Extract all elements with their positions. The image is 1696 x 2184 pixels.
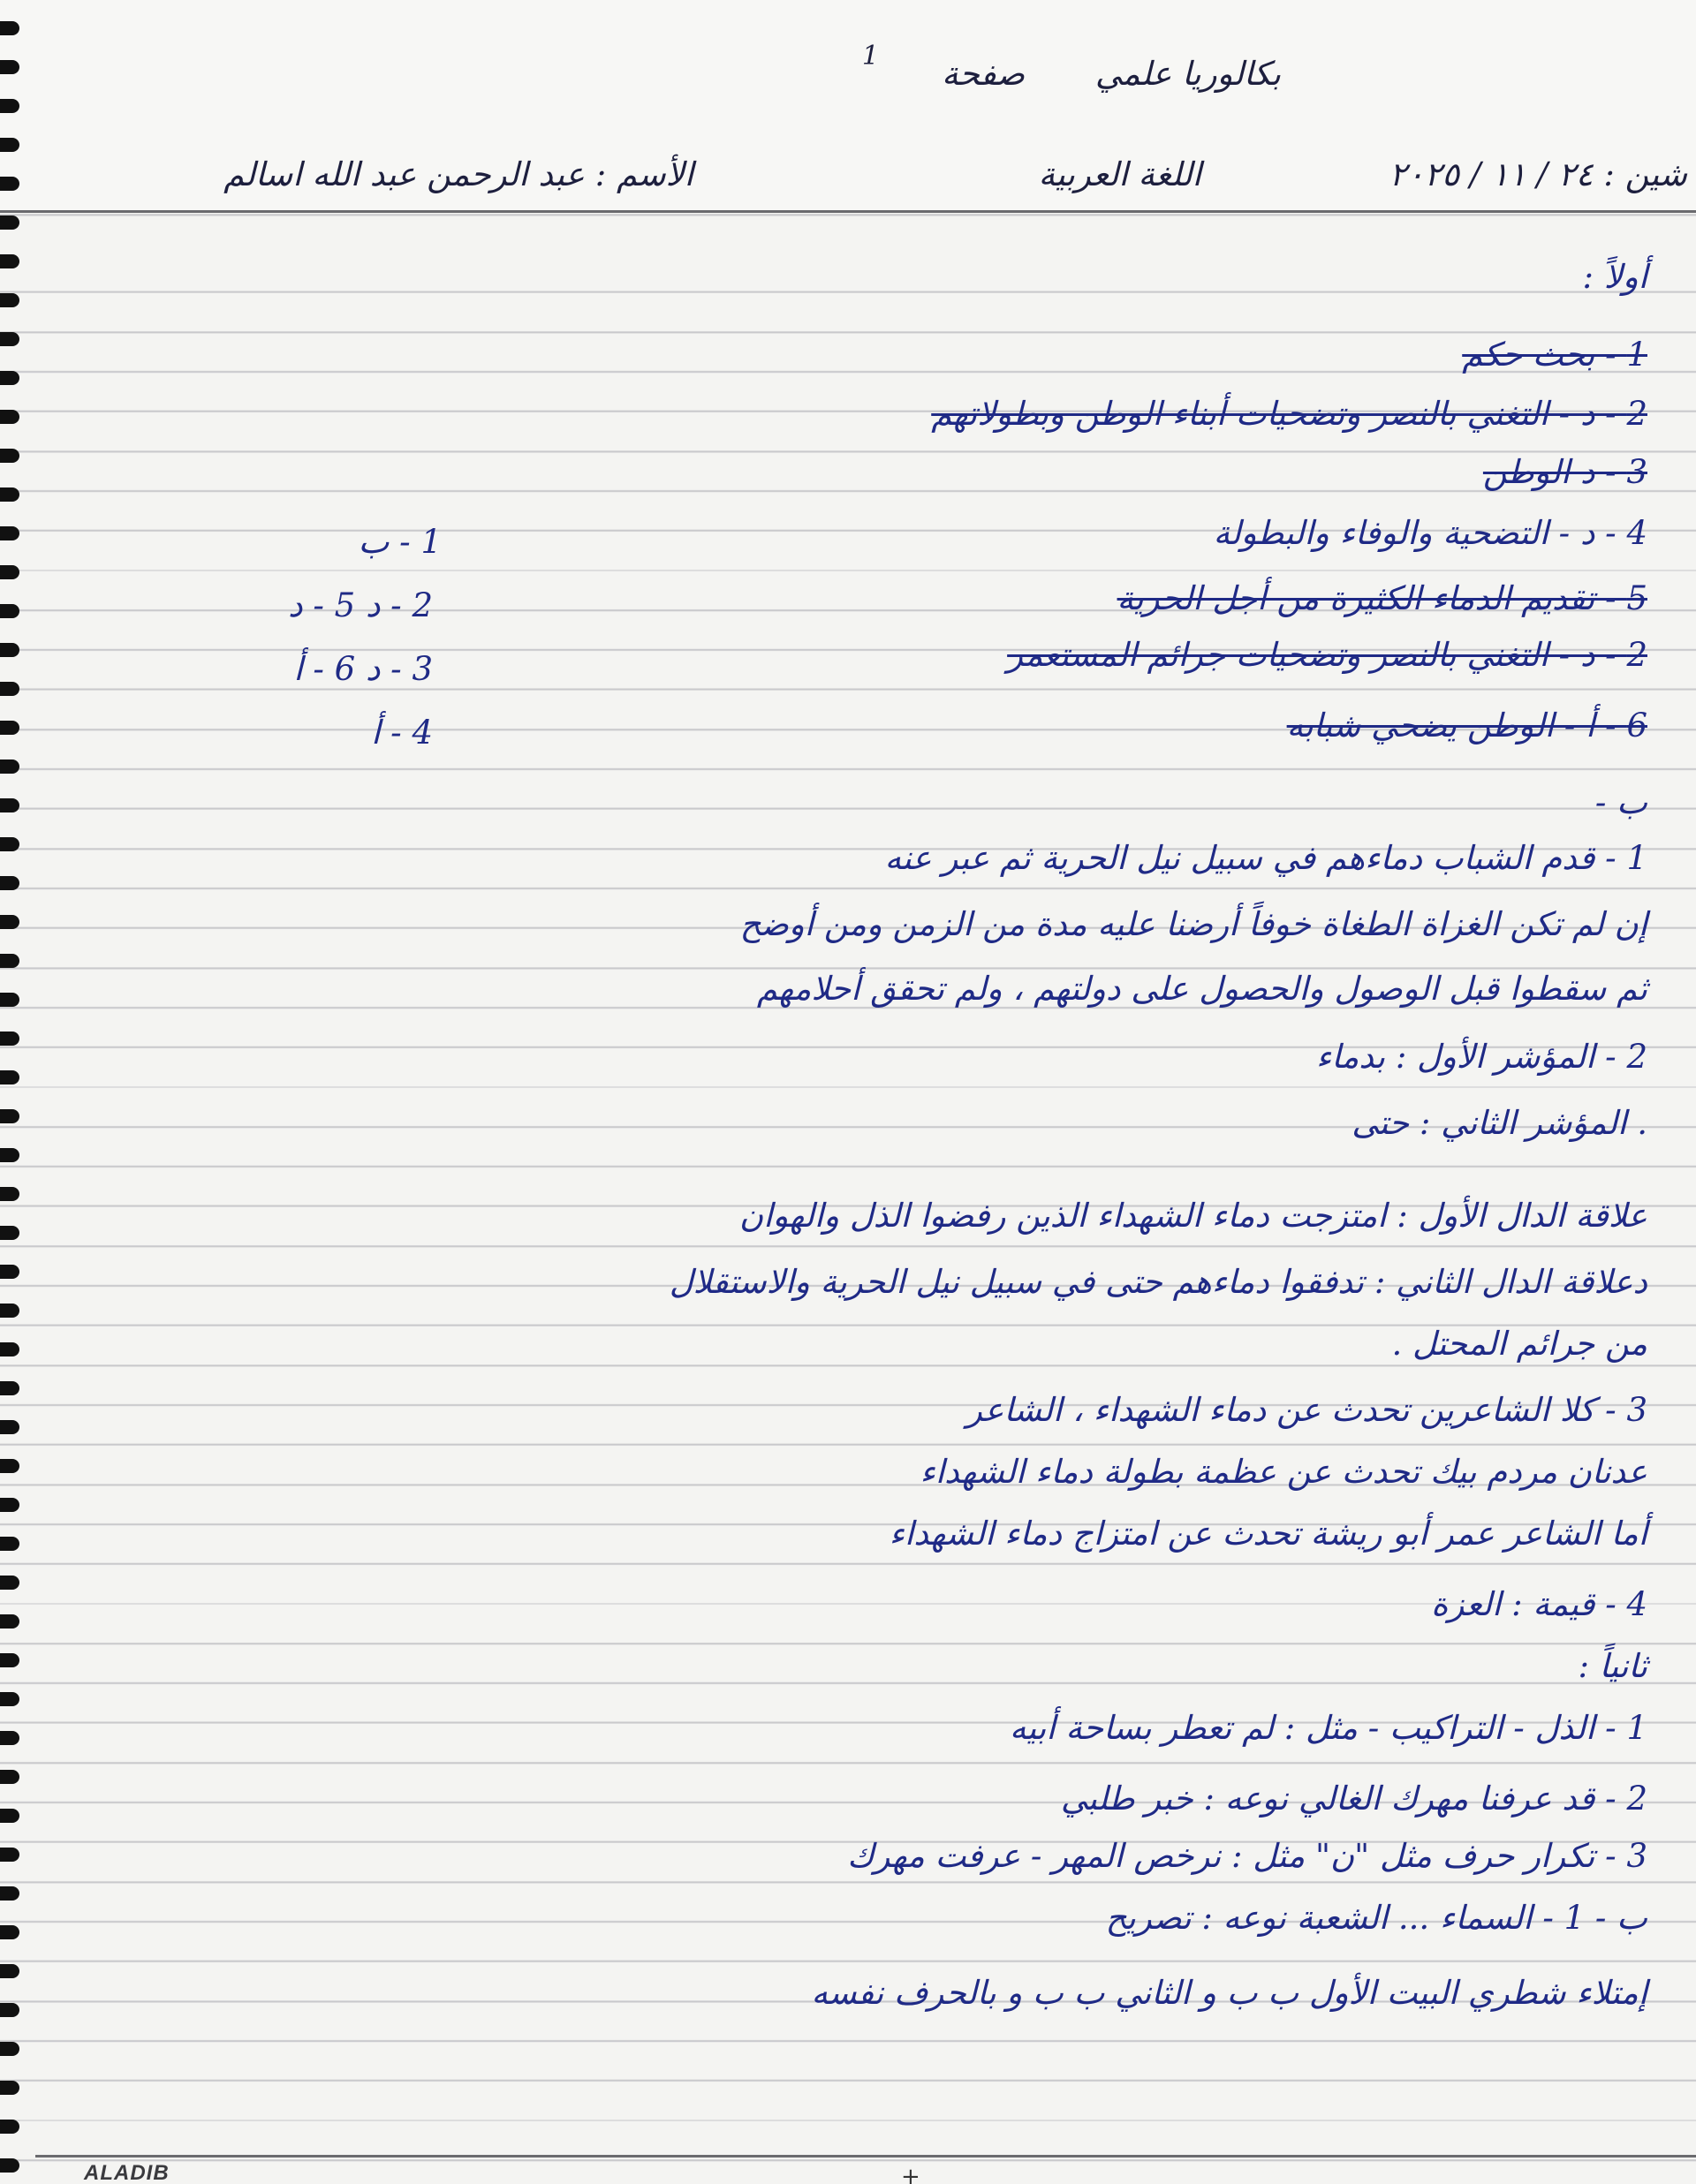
spiral-hole: [0, 1614, 19, 1629]
spiral-hole: [0, 682, 19, 696]
answer-line: 1 - قدم الشباب دماءهم في سبيل نيل الحرية ثم عبر عنه: [884, 839, 1647, 877]
spiral-hole: [0, 1498, 19, 1512]
answer-line: ثانياً :: [1578, 1647, 1647, 1685]
answer-line: . المؤشر الثاني : حتى: [1352, 1104, 1647, 1142]
spiral-hole: [0, 1420, 19, 1434]
spiral-hole: [0, 643, 19, 657]
spiral-hole: [0, 1731, 19, 1745]
spiral-hole: [0, 2120, 19, 2134]
spiral-hole: [0, 99, 19, 113]
page-number: 1: [861, 41, 879, 72]
answer-line: 3 - كلا الشاعرين تحدث عن دماء الشهداء ، الشاعر: [965, 1391, 1647, 1429]
spiral-hole: [0, 215, 19, 230]
spiral-hole: [0, 798, 19, 812]
spiral-hole: [0, 1925, 19, 1939]
answer-line: ب -: [1594, 783, 1647, 821]
spiral-hole: [0, 2042, 19, 2056]
answer-line: 1 - بحث حكم: [1462, 336, 1647, 374]
spiral-hole: [0, 60, 19, 74]
header-name: الأسم : عبد الرحمن عبد الله اسالم: [223, 155, 693, 193]
spiral-hole: [0, 759, 19, 774]
spiral-hole: [0, 2158, 19, 2173]
spiral-hole: [0, 1576, 19, 1590]
spiral-hole: [0, 2081, 19, 2095]
spiral-hole: [0, 954, 19, 968]
brand-logo: ALADIB: [84, 2161, 170, 2184]
answer-line: 1 - الذل - التراكيب - مثل : لم تعطر بساحة أبيه: [1010, 1709, 1647, 1747]
spiral-hole: [0, 1032, 19, 1046]
spiral-hole: [0, 915, 19, 929]
spiral-hole: [0, 1653, 19, 1667]
answer-line: 2 - المؤشر الأول : بدماء: [1315, 1038, 1647, 1076]
spiral-hole: [0, 1226, 19, 1240]
spiral-hole: [0, 1964, 19, 1978]
spiral-hole: [0, 254, 19, 268]
spiral-binding: [0, 0, 21, 2184]
answer-line: إمتلاء شطري البيت الأول ب ب و الثاني ب ب و بالحرف نفسه: [811, 1974, 1647, 2012]
answer-line: 6 - أ - الوطن يضحي شبابه: [1286, 707, 1647, 744]
spiral-hole: [0, 1265, 19, 1279]
spiral-hole: [0, 1187, 19, 1201]
side-answer: 4 - أ: [371, 714, 433, 752]
spiral-hole: [0, 138, 19, 152]
answer-line: 3 - تكرار حرف مثل "ن" مثل : نرخص المهر - عرفت مهرك: [847, 1837, 1647, 1875]
answer-line: أولاً :: [1582, 258, 1647, 296]
answer-line: 4 - د - التضحية والوفاء والبطولة: [1213, 514, 1647, 552]
spiral-hole: [0, 1381, 19, 1395]
spiral-hole: [0, 1109, 19, 1123]
spiral-hole: [0, 177, 19, 191]
header-date: شين : ٢٤ / ١١ / ٢٠٢٥: [1389, 155, 1687, 193]
spiral-hole: [0, 1848, 19, 1862]
answer-line: من جرائم المحتل .: [1391, 1325, 1647, 1363]
spiral-hole: [0, 993, 19, 1007]
answer-line: أما الشاعر عمر أبو ريشة تحدث عن امتزاج دماء الشهداء: [889, 1515, 1647, 1553]
spiral-hole: [0, 1342, 19, 1356]
answer-line: ب - 1 - السماء ... الشعبة نوعه : تصريح: [1105, 1899, 1647, 1937]
spiral-hole: [0, 293, 19, 307]
answer-line: 2 - د - التغني بالنصر وتضحيات جرائم المستعمر: [1007, 636, 1647, 674]
bottom-rule: [35, 2155, 1696, 2158]
answer-line: دعلاقة الدال الثاني : تدفقوا دماءهم حتى في سبيل نيل الحرية والاستقلال: [669, 1263, 1647, 1301]
spiral-hole: [0, 1692, 19, 1706]
spiral-hole: [0, 526, 19, 540]
spiral-hole: [0, 1770, 19, 1784]
spiral-hole: [0, 449, 19, 463]
spiral-hole: [0, 604, 19, 618]
side-answer: 3 - د 6 - أ: [293, 650, 433, 688]
spiral-hole: [0, 565, 19, 579]
header-subject: اللغة العربية: [1038, 155, 1201, 193]
answer-line: إن لم تكن الغزاة الطغاة خوفاً أرضنا عليه مدة من الزمن ومن أوضح: [739, 905, 1647, 943]
bottom-mark: +: [901, 2164, 920, 2184]
spiral-hole: [0, 487, 19, 502]
spiral-hole: [0, 332, 19, 346]
side-answer: 2 - د 5 - د: [288, 586, 433, 624]
answer-line: عدنان مردم بيك تحدث عن عظمة بطولة دماء الشهداء: [920, 1453, 1647, 1491]
page-label: صفحة: [942, 55, 1025, 93]
answer-line: 3 - د الوطن: [1482, 453, 1647, 491]
answer-line: ثم سقطوا قبل الوصول والحصول على دولتهم ، ولم تحقق أحلامهم: [756, 970, 1647, 1008]
spiral-hole: [0, 876, 19, 890]
spiral-hole: [0, 1886, 19, 1901]
top-rule: [0, 210, 1696, 213]
spiral-hole: [0, 21, 19, 35]
answer-line: علاقة الدال الأول : امتزجت دماء الشهداء الذين رفضوا الذل والهوان: [739, 1197, 1647, 1235]
answer-line: 4 - قيمة : العزة: [1431, 1585, 1647, 1623]
spiral-hole: [0, 1809, 19, 1823]
spiral-hole: [0, 1304, 19, 1318]
spiral-hole: [0, 837, 19, 851]
spiral-hole: [0, 410, 19, 424]
side-answer: 1 - ب: [358, 523, 442, 561]
spiral-hole: [0, 1070, 19, 1084]
answer-line: 2 - د - التغني بالنصر وتضحيات أبناء الوطن وبطولاتهم: [931, 395, 1647, 433]
spiral-hole: [0, 721, 19, 735]
spiral-hole: [0, 1459, 19, 1473]
spiral-hole: [0, 1148, 19, 1162]
answer-line: 5 - تقديم الدماء الكثيرة من أجل الحرية: [1117, 579, 1647, 617]
answer-line: 2 - قد عرفنا مهرك الغالي نوعه : خبر طلبي: [1060, 1780, 1647, 1817]
spiral-hole: [0, 1537, 19, 1551]
spiral-hole: [0, 2003, 19, 2017]
header-title: بكالوريا علمي: [1094, 55, 1281, 93]
spiral-hole: [0, 371, 19, 385]
